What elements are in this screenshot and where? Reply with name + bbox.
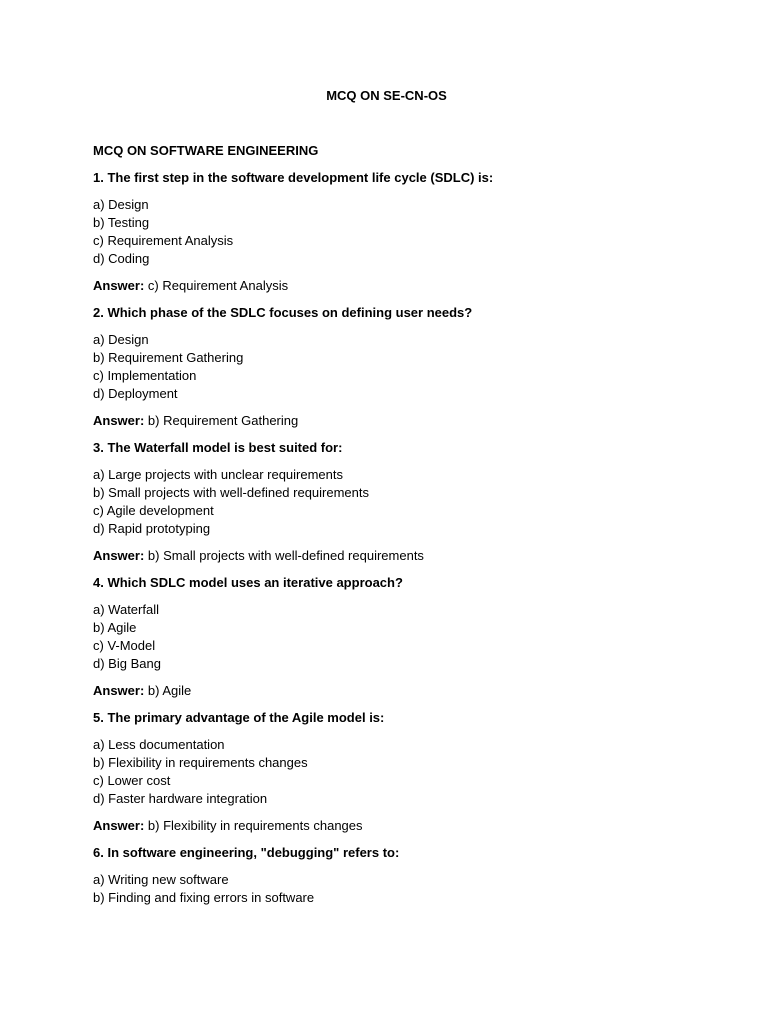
- option-item: b) Requirement Gathering: [93, 350, 244, 365]
- option-item: a) Less documentation: [93, 737, 225, 752]
- option-item: b) Small projects with well-defined requirements: [93, 485, 370, 500]
- document-title: MCQ ON SE-CN-OS: [326, 88, 447, 103]
- answer-text: c) Requirement Analysis: [147, 278, 289, 293]
- answer-label: Answer:: [93, 818, 145, 833]
- option-item: d) Rapid prototyping: [93, 521, 211, 536]
- question-block: [93, 304, 688, 430]
- answer-line: [93, 682, 688, 700]
- option-item: d) Deployment: [93, 386, 178, 401]
- question-text: 1. The first step in the software development life cycle (SDLC) is:: [93, 170, 494, 185]
- answer-text: b) Requirement Gathering: [147, 413, 299, 428]
- option-item: b) Testing: [93, 215, 150, 230]
- answer-text: b) Agile: [147, 683, 192, 698]
- option-list: [93, 601, 688, 673]
- option-item: d) Coding: [93, 251, 150, 266]
- answer-label: Answer:: [93, 683, 145, 698]
- question-block: [93, 169, 688, 295]
- answer-text: b) Small projects with well-defined requirements: [147, 548, 424, 563]
- answer-label: Answer:: [93, 278, 145, 293]
- answer-line: [93, 277, 688, 295]
- option-list: [93, 331, 688, 403]
- question-block: [93, 439, 688, 565]
- option-item: c) Lower cost: [93, 773, 171, 788]
- option-item: b) Finding and fixing errors in software: [93, 890, 315, 905]
- question-block: [93, 709, 688, 835]
- option-item: c) Agile development: [93, 503, 214, 518]
- option-list: [93, 871, 688, 907]
- question-text: 5. The primary advantage of the Agile model is:: [93, 710, 385, 725]
- answer-label: Answer:: [93, 413, 145, 428]
- question-text: 4. Which SDLC model uses an iterative approach?: [93, 575, 403, 590]
- option-list: [93, 466, 688, 538]
- option-item: a) Design: [93, 197, 149, 212]
- answer-line: [93, 412, 688, 430]
- option-item: d) Faster hardware integration: [93, 791, 268, 806]
- option-item: a) Design: [93, 332, 149, 347]
- question-block: [93, 844, 688, 907]
- section-title: MCQ ON SOFTWARE ENGINEERING: [93, 143, 319, 158]
- option-item: b) Flexibility in requirements changes: [93, 755, 308, 770]
- answer-line: [93, 547, 688, 565]
- question-text: 2. Which phase of the SDLC focuses on defining user needs?: [93, 305, 473, 320]
- answer-line: [93, 817, 688, 835]
- option-item: b) Agile: [93, 620, 137, 635]
- answer-text: b) Flexibility in requirements changes: [147, 818, 363, 833]
- option-item: a) Large projects with unclear requirements: [93, 467, 344, 482]
- question-text: 3. The Waterfall model is best suited for:: [93, 440, 343, 455]
- option-item: a) Writing new software: [93, 872, 229, 887]
- option-item: d) Big Bang: [93, 656, 161, 671]
- answer-label: Answer:: [93, 548, 145, 563]
- option-list: [93, 736, 688, 808]
- option-item: c) Requirement Analysis: [93, 233, 234, 248]
- option-list: [93, 196, 688, 268]
- question-block: [93, 574, 688, 700]
- option-item: c) Implementation: [93, 368, 197, 383]
- option-item: a) Waterfall: [93, 602, 159, 617]
- question-text: 6. In software engineering, "debugging" refers to:: [93, 845, 400, 860]
- option-item: c) V-Model: [93, 638, 156, 653]
